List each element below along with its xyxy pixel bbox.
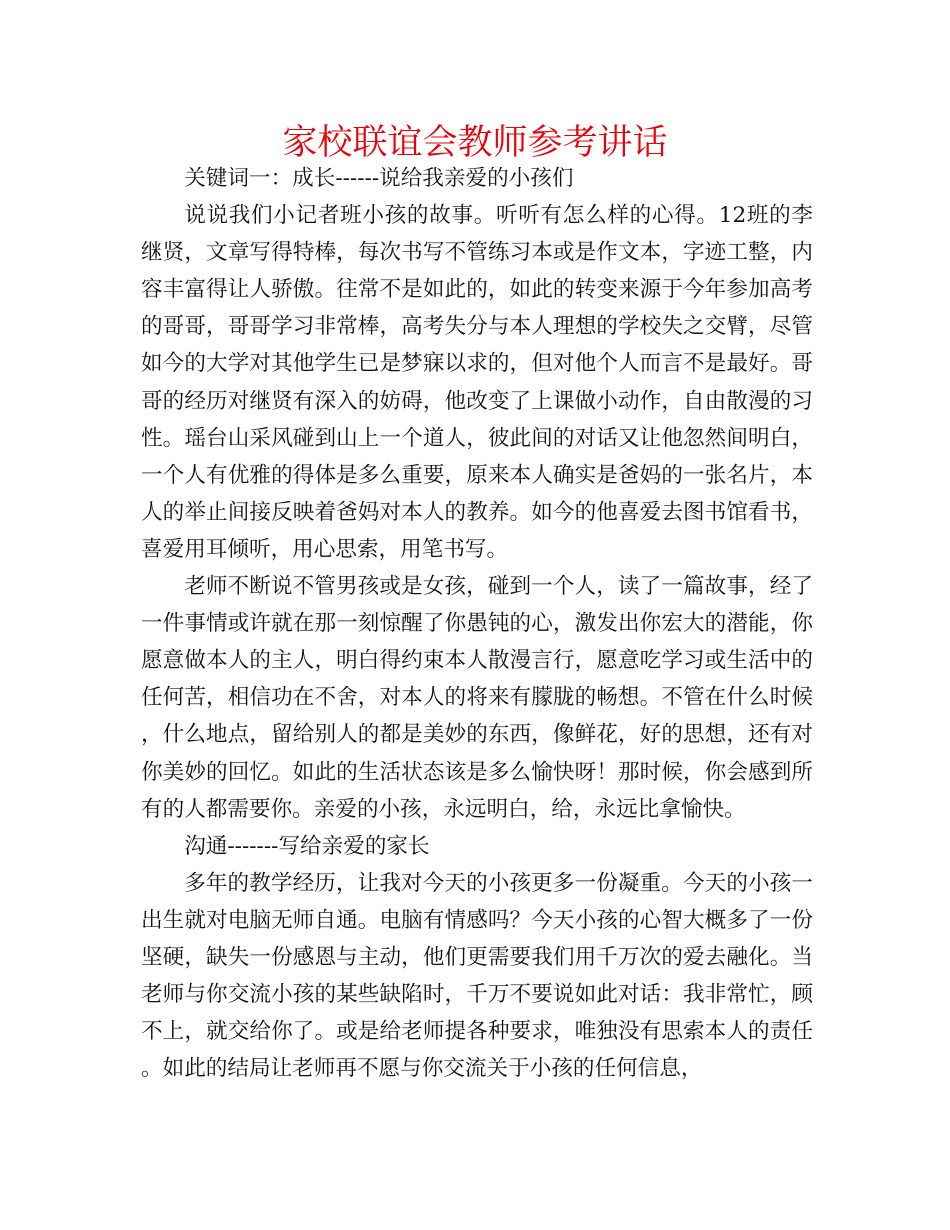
paragraph-student-story: 说说我们小记者班小孩的故事。听听有怎么样的心得。12班的李继贤，文章写得特棒，每次书写不管练习本或是作文本，字迹工整，内容丰富得让人骄傲。往常不是如此的，如此的转变来源于今年参加高考的哥哥，哥哥学习非常棒，高考失分与本人理想的学校失之交臂，尽管如今的大学对其他学生已是梦寐以求的，但对他个人而言不是最好。哥哥的经历对继贤有深入的妨碍，他改变了上课做小动作，自由散漫的习性。瑶台山采风碰到山上一个道人，彼此间的对话又让他忽然间明白，一个人有优雅的得体是多么重要，原来本人确实是爸妈的一张名片，本人的举止间接反映着爸妈对本人的教养。如今的他喜爱去图书馆看书，喜爱用耳倾听，用心思索，用笔书写。 [141,203,813,562]
keyword-heading-communication: 沟通-------写给亲爱的家长 [184,833,430,859]
document-title: 家校联谊会教师参考讲话 [282,123,668,163]
paragraph-teacher-message: 老师不断说不管男孩或是女孩，碰到一个人，读了一篇故事，经了一件事情或许就在那一刻惊醒了你愚钝的心，激发出你宏大的潜能，你愿意做本人的主人，明白得约束本人散漫言行，愿意吃学习或生活中的任何苦，相信功在不舍，对本人的将来有朦胧的畅想。不管在什么时候，什么地点，留给别人的都是美妙的东西，像鲜花，好的思想，还有对你美妙的回忆。如此的生活状态该是多么愉快呀！那时候，你会感到所有的人都需要你。亲爱的小孩，永远明白，给，永远比拿愉快。 [141,574,813,822]
paragraph-parent-message: 多年的教学经历，让我对今天的小孩更多一份凝重。今天的小孩一出生就对电脑无师自通。电脑有情感吗？今天小孩的心智大概多了一份坚硬，缺失一份感恩与主动，他们更需要我们用千万次的爱去融化。当老师与你交流小孩的某些缺陷时，千万不要说如此对话：我非常忙，顾不上，就交给你了。或是给老师提各种要求，唯独没有思索本人的责任。如此的结局让老师再不愿与你交流关于小孩的任何信息， [141,870,813,1082]
document-body [141,160,813,1087]
keyword-heading-growth: 关键词一：成长------说给我亲爱的小孩们 [184,166,574,191]
